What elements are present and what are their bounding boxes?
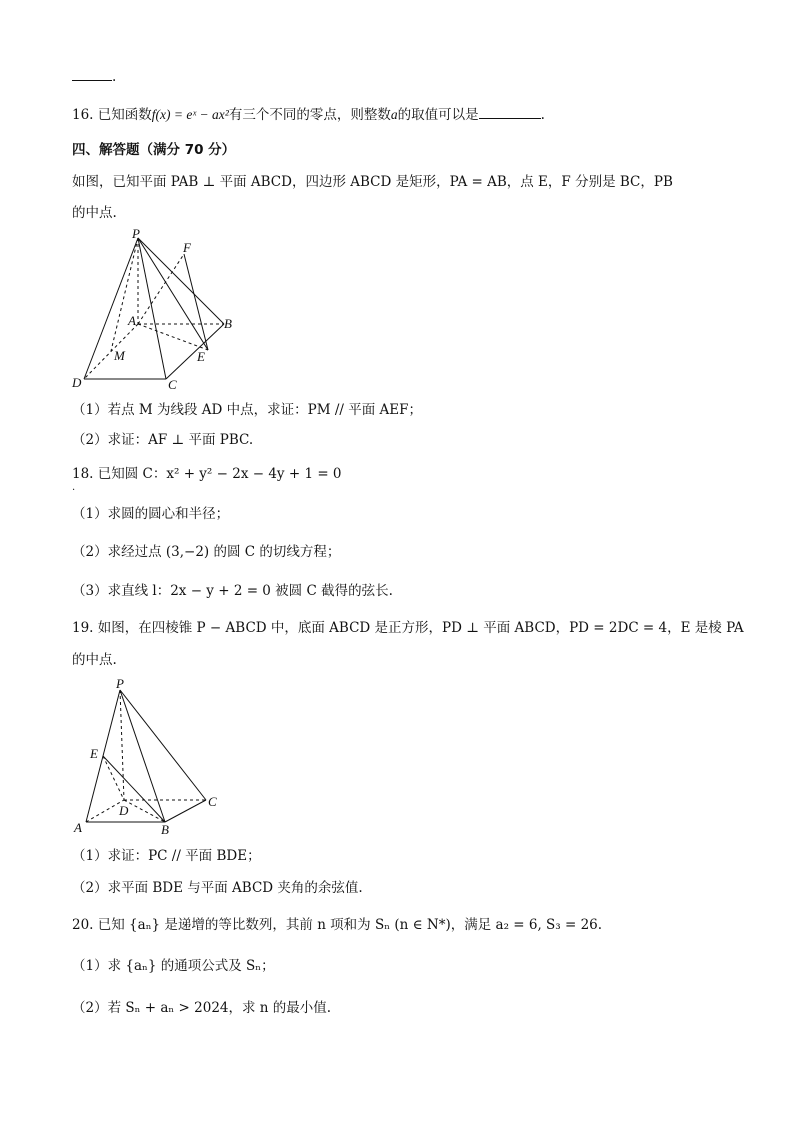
answer-blank [479,104,541,119]
question-18-part3: （3）求直线 l：2x − y + 2 = 0 被圆 C 截得的弦长. [72,583,393,599]
question-18-part2: （2）求经过点 (3,−2) 的圆 C 的切线方程； [72,544,341,560]
label-B: B [224,316,232,331]
label-F: F [183,240,191,255]
label-E: E [197,349,205,364]
previous-answer-blank [72,66,116,87]
variable: a [390,107,398,122]
label-P: P [116,676,124,691]
question-text: 的取值可以是 [397,107,479,123]
label-D: D [119,803,129,818]
label-C: C [168,377,177,392]
label-C: C [208,794,217,809]
label-A: A [74,820,82,835]
question-17-part2: （2）求证：AF ⊥ 平面 PBC. [72,432,254,448]
question-16 [72,104,545,125]
question-number: 16. [72,107,94,123]
question-end: . [540,107,545,123]
question-17-part1: （1）若点 M 为线段 AD 中点，求证：PM // 平面 AEF； [72,402,422,418]
label-D: D [72,375,82,390]
pyramid-figure-17 [66,224,246,394]
question-17-line1: 如图，已知平面 PAB ⊥ 平面 ABCD，四边形 ABCD 是矩形，PA = AB，点 E，F 分别是 BC，PB [72,174,673,190]
function-expression: f(x) = eˣ − ax² [151,107,229,122]
question-17-line2: 的中点. [72,205,117,221]
question-18-part1: （1）求圆的圆心和半径； [72,506,230,522]
question-19-part1: （1）求证：PC // 平面 BDE； [72,848,261,864]
question-text: 已知函数 [97,107,152,123]
question-20-part2: （2）若 Sₙ + aₙ > 2024，求 n 的最小值. [72,1000,332,1016]
label-E: E [90,746,98,761]
question-text: 有三个不同的零点，则整数 [228,107,391,123]
section-heading: 四、解答题（满分 70 分） [72,142,236,158]
label-P: P [132,226,140,241]
label-B: B [161,822,169,837]
answer-blank [72,66,112,81]
question-19-part2: （2）求平面 BDE 与平面 ABCD 夹角的余弦值. [72,880,363,896]
question-18-line1: 18. 已知圆 C：x² + y² − 2x − 4y + 1 = 0 [72,466,342,482]
question-19-line2: 的中点. [72,652,117,668]
question-20-part1: （1）求 {aₙ} 的通项公式及 Sₙ； [72,958,275,974]
label-M: M [114,348,125,363]
question-20-line1: 20. 已知 {aₙ} 是递增的等比数列，其前 n 项和为 Sₙ (n ∈ N*)，满足 a₂ = 6, S₃ = 26. [72,917,603,933]
pyramid-figure-19 [70,674,230,840]
question-18-dot: . [72,482,76,493]
question-19-line1: 19. 如图，在四棱锥 P − ABCD 中，底面 ABCD 是正方形，PD ⊥ 平面 ABCD，PD = 2DC = 4，E 是棱 PA [72,620,744,636]
label-A: A [128,313,136,328]
blank-period: . [112,69,117,85]
